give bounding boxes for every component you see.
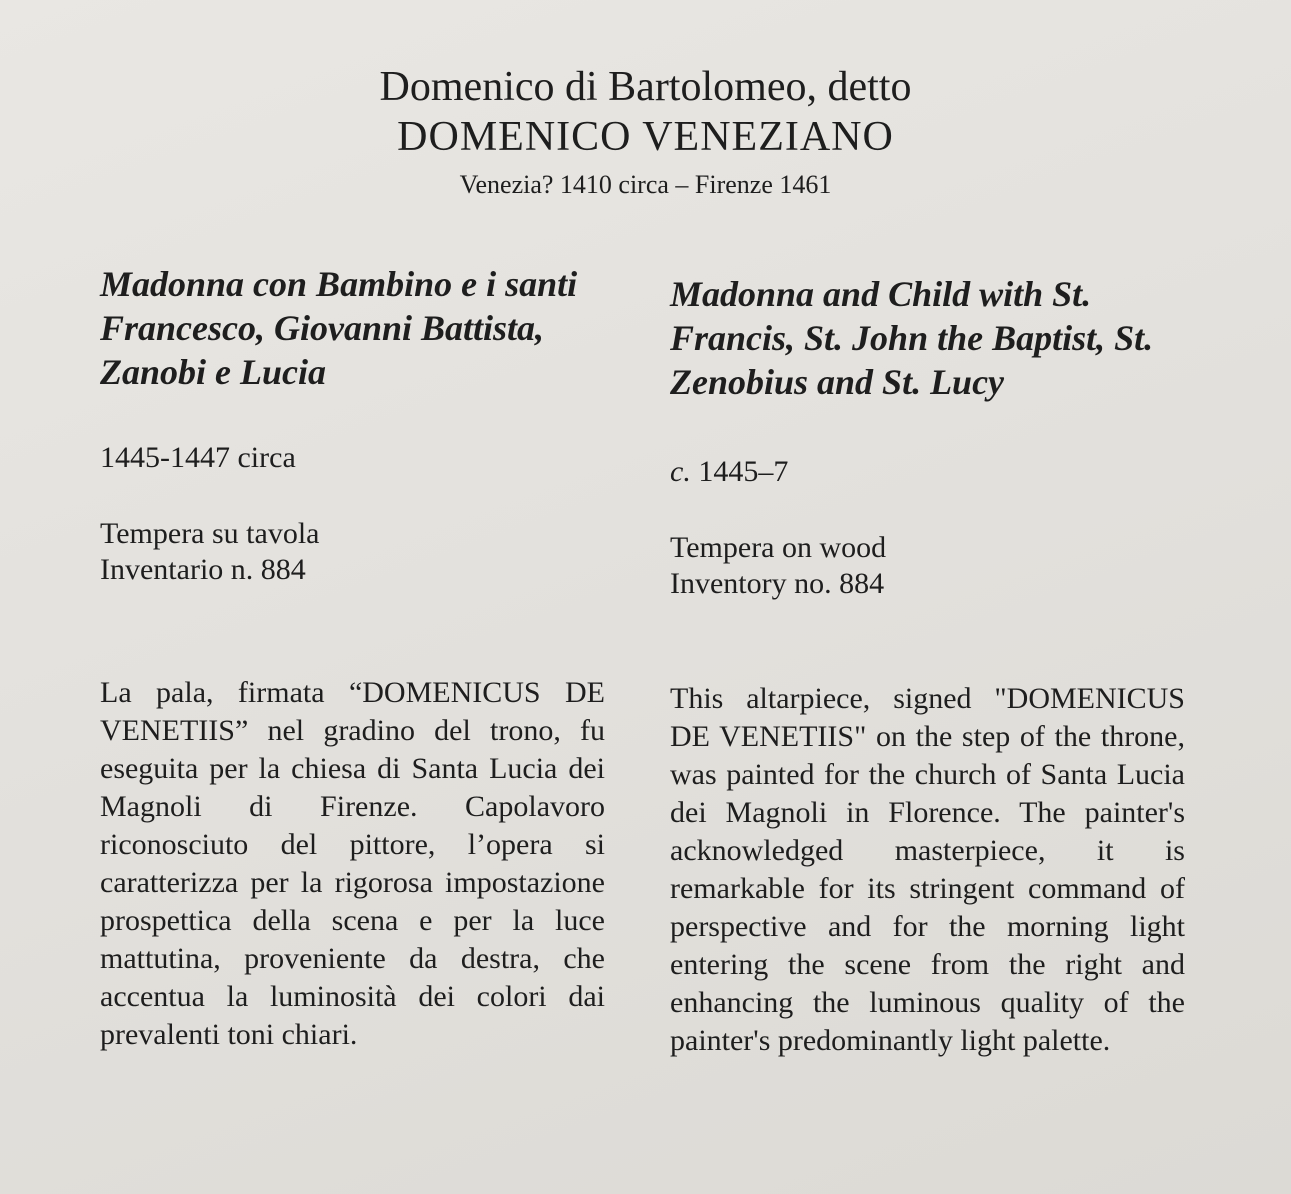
italian-column	[100, 262, 610, 1051]
artwork-title-italian: Madonna con Bambino e i santi Francesco, Giovanni Battista, Zanobi e Lucia	[100, 264, 578, 392]
inventory-italian: Inventario n. 884	[100, 553, 306, 586]
artist-dates: Venezia? 1410 circa – Firenze 1461	[459, 170, 832, 199]
artwork-title-english: Madonna and Child with St. Francis, St. John the Baptist, St. Zenobius and St. Lucy	[670, 274, 1154, 402]
artist-header	[0, 62, 1291, 202]
medium-english: Tempera on wood	[670, 531, 887, 564]
artwork-date-english	[670, 454, 1190, 490]
artist-full-name: Domenico di Bartolomeo, detto	[379, 64, 912, 110]
date-range: 1445–7	[698, 455, 789, 488]
medium-block-italian	[100, 516, 610, 588]
inventory-english: Inventory no. 884	[670, 567, 885, 600]
medium-italian: Tempera su tavola	[100, 517, 320, 550]
medium-block-english	[670, 530, 1190, 602]
description-italian: La pala, firmata “DOMENICUS DE VENETIIS” nel gradino del trono, fu eseguita per la chiesa di Santa Lucia dei Magnoli di Firenze. Capolavoro riconosciuto del pittore, l’opera si caratterizza per la rigorosa impostazione prospettica della scena e per la luce mattutina, proveniente da destra, che accentua la luminosità dei colori dai prevalenti toni chiari.	[100, 676, 605, 1051]
description-english: This altarpiece, signed "DOMENICUS DE VENETIIS" on the step of the throne, was painted for the church of Santa Lucia dei Magnoli in Florence. The painter's acknowledged masterpiece, it is remarkable for its stringent command of perspective and for the morning light entering the scene from the right and enhancing the luminous quality of the painter's predominantly light palette.	[670, 682, 1185, 1057]
english-column	[670, 272, 1190, 1057]
artist-name: DOMENICO VENEZIANO	[397, 114, 894, 160]
artwork-date-italian: 1445-1447 circa	[100, 441, 296, 474]
circa-abbreviation: c.	[670, 455, 691, 488]
